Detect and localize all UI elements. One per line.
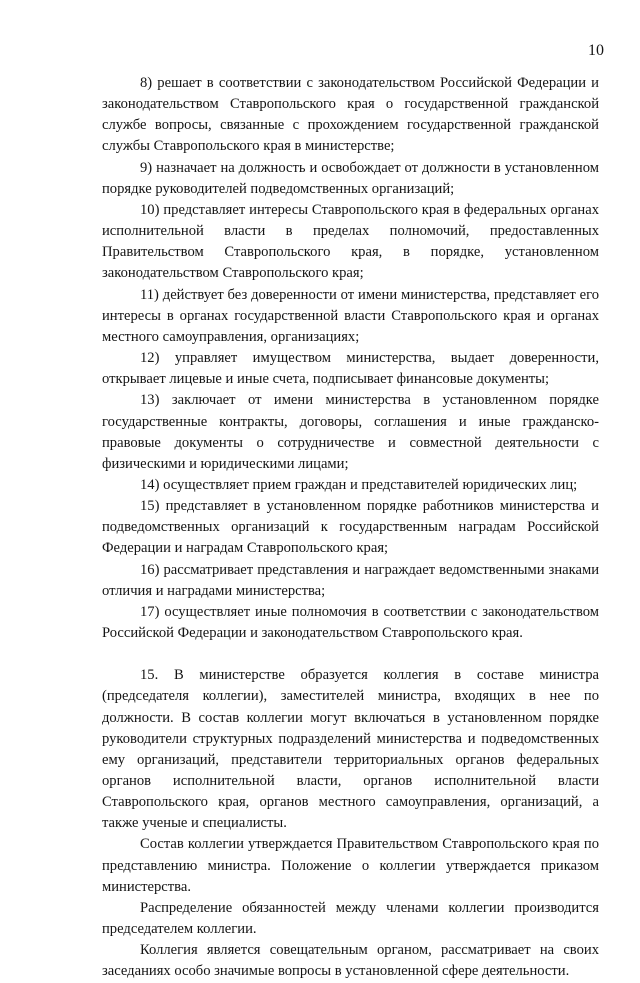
list-item: 14) осуществляет прием граждан и представителей юридических лиц; [140,476,578,493]
section-paragraph: Состав коллегии утверждается Правительством Ставропольского края по представлению министра. Положение о коллегии утверждается приказом министерства. [102,836,599,895]
list-item: 9) назначает на должность и освобождает от должности в установленном порядке руководителей подведомственных организаций; [102,159,599,197]
list-item: 15) представляет в установленном порядке работников министерства и подведомственных организаций к государственным наградам Российской Федерации и наградам Ставропольского края; [102,498,599,557]
list-item: 12) управляет имуществом министерства, выдает доверенности, открывает лицевые и иные счета, подписывает финансовые документы; [102,350,599,388]
list-item: 17) осуществляет иные полномочия в соответствии с законодательством Российской Федерации и законодательством Ставропольского края. [102,603,599,642]
document-body [102,73,599,983]
section-paragraph: Распределение обязанностей между членами коллегии производится председателем коллегии. [102,899,599,938]
page-number: 10 [588,42,604,59]
section-divider-space [102,644,599,665]
list-item: 10) представляет интересы Ставропольского края в федеральных органах исполнительной власти в пределах полномочий, предоставленных Правительством Ставропольского края, в порядке, установленном законодательством Ставропольского края; [102,201,599,282]
list-item: 11) действует без доверенности от имени министерства, представляет его интересы в органах государственной власти Ставропольского края и органах местного самоуправления, организациях; [102,286,599,345]
list-item: 8) решает в соответствии с законодательством Российской Федерации и законодательством Ставропольского края о государственной гражданской службе вопросы, связанные с прохождением государственной гражданской службы Ставропольского края в министерстве; [102,75,599,155]
section-paragraph: Коллегия является совещательным органом, рассматривает на своих заседаниях особо значимые вопросы в установленной сфере деятельности. [102,942,599,980]
list-item: 16) рассматривает представления и награждает ведомственными знаками отличия и наградами министерства; [102,561,599,599]
list-item: 13) заключает от имени министерства в установленном порядке государственные контракты, договоры, соглашения и иные гражданско-правовые документы о сотрудничестве и совместной деятельности с физическими и юридическими лицами; [102,392,599,472]
section-paragraph: 15. В министерстве образуется коллегия в составе министра (председателя коллегии), заместителей министра, входящих в нее по должности. В состав коллегии могут включаться в установленном порядке руководители структурных подразделений министерства и подведомственных ему организаций, представители территориальных органов федеральных органов исполнительной власти, органов исполнительной власти Ставропольского края, органов местного самоуправления, организаций, а также ученые и специалисты. [102,667,599,832]
